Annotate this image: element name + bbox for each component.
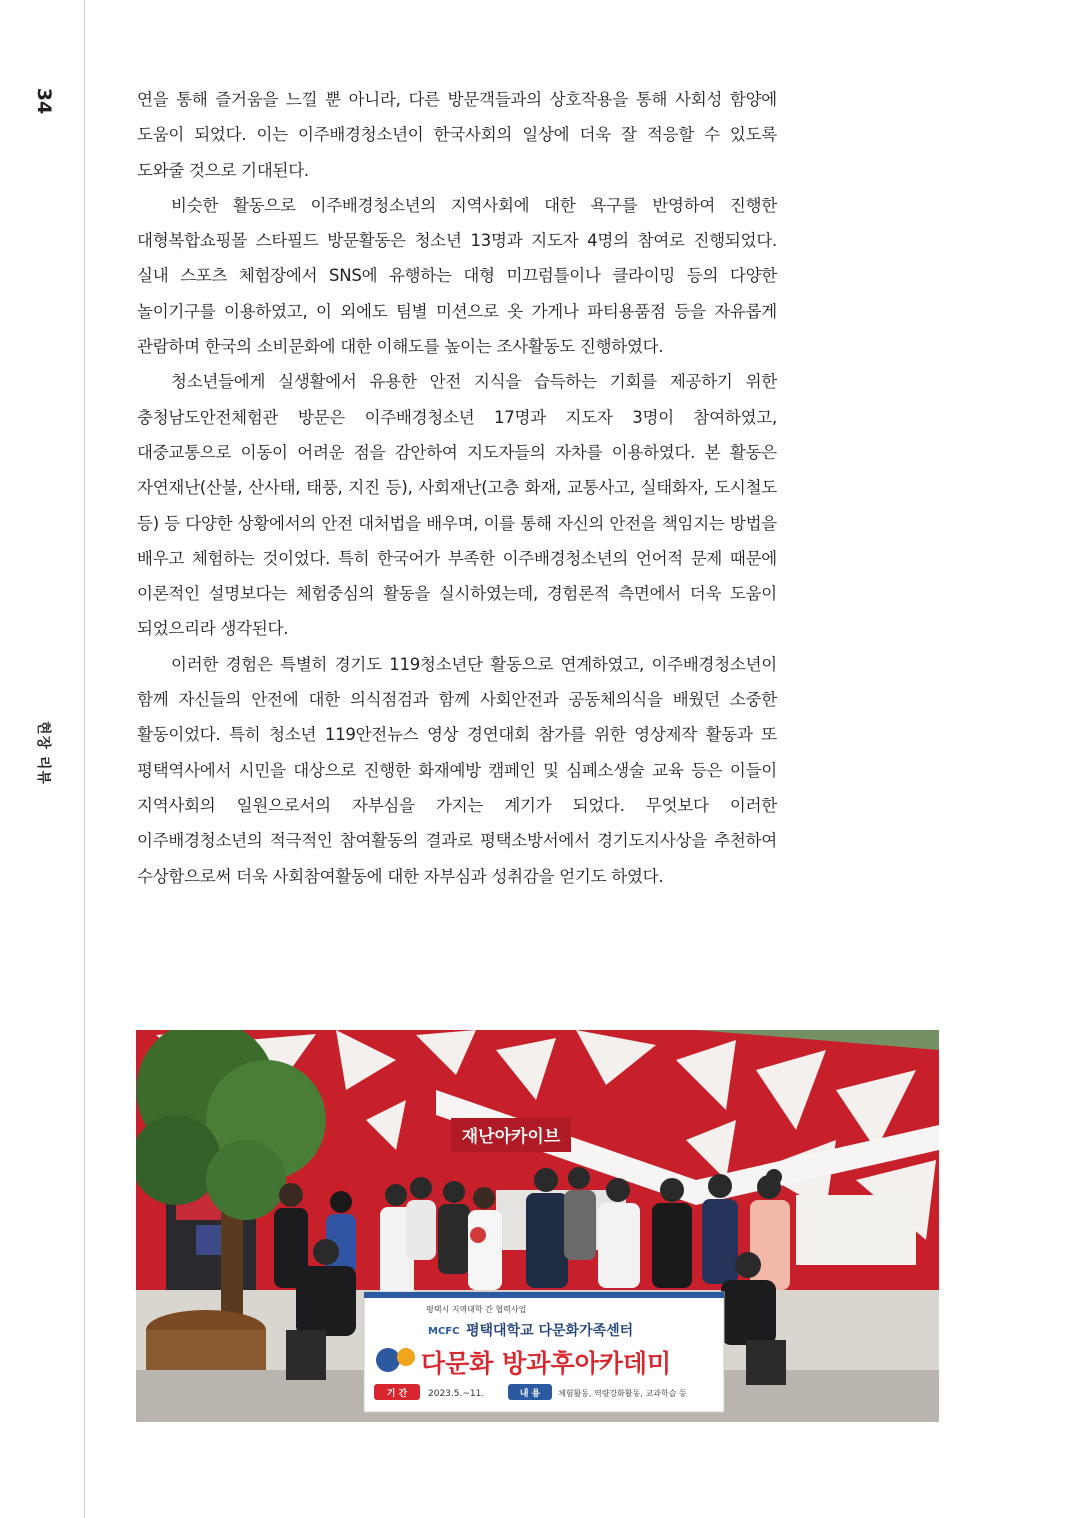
paragraph-1: 연을 통해 즐거움을 느낄 뿐 아니라, 다른 방문객들과의 상호작용을 통해 사회성 함양에 도움이 되었다. 이는 이주배경청소년이 한국사회의 일상에 더욱 잘 적응할 수 있도록 도와줄 것으로 기대된다.: [137, 90, 777, 180]
article-body: [137, 82, 777, 894]
banner-program: 다문화 방과후아카데미: [421, 1349, 672, 1378]
margin-rule: [84, 0, 85, 1518]
banner-center-name: 평택대학교 다문화가족센터: [466, 1323, 634, 1339]
banner-period-label: 기 간: [386, 1389, 408, 1399]
program-banner: [364, 1292, 724, 1412]
paragraph-3: 청소년들에게 실생활에서 유용한 안전 지식을 습득하는 기회를 제공하기 위한 충청남도안전체험관 방문은 이주배경청소년 17명과 지도자 3명이 참여하였고, 대중교통으로 이동이 어려운 점을 감안하여 지도자들의 자차를 이용하였다. 본 활동은 자연재난(산불, 산사태, 태풍, 지진 등), 사회재난(고층 화재, 교통사고, 실태화자, 도시철도 등) 등 다양한 상황에서의 안전 대처법을 배우며, 이를 통해 자신의 안전을 책임지는 방법을 배우고 체험하는 것이었다. 특히 한국어가 부족한 이주배경청소년의 언어적 문제 때문에 이론적인 설명보다는 체험중심의 활동을 실시하였는데, 경험론적 측면에서 더욱 도움이 되었으리라 생각된다.: [137, 372, 777, 639]
banner-content-label: 내 용: [519, 1389, 541, 1399]
group-photo: [136, 1030, 939, 1422]
banner-content-value: 체험활동, 역량강화활동, 교과학습 등: [558, 1389, 687, 1398]
page-number: 34: [33, 87, 55, 115]
banner-period-value: 2023.5.~11.: [428, 1389, 485, 1399]
wall-sign: 재난아카이브: [461, 1127, 561, 1147]
paragraph-4: 이러한 경험은 특별히 경기도 119청소년단 활동으로 연계하였고, 이주배경청소년이 함께 자신들의 안전에 대한 의식점검과 함께 사회안전과 공동체의식을 배웠던 소중한 활동이었다. 특히 청소년 119안전뉴스 영상 경연대회 참가를 위한 영상제작 활동과 또 평택역사에서 시민을 대상으로 진행한 화재예방 캠페인 및 심폐소생술 교육 등은 이들이 지역사회의 일원으로서의 자부심을 가지는 계기가 되었다. 무엇보다 이러한 이주배경청소년의 적극적인 참여활동의 결과로 평택소방서에서 경기도지사상을 추천하여 수상함으로써 더욱 사회참여활동에 대한 자부심과 성취감을 얻기도 하였다.: [137, 654, 777, 886]
banner-logo: MCFC: [428, 1326, 460, 1337]
banner-top-line: 평택시 지역대학 간 협력사업: [426, 1305, 527, 1314]
paragraph-2: 비슷한 활동으로 이주배경청소년의 지역사회에 대한 욕구를 반영하여 진행한 대형복합쇼핑몰 스타필드 방문활동은 청소년 13명과 지도자 4명의 참여로 진행되었다. 실내 스포츠 체험장에서 SNS에 유행하는 대형 미끄럼틀이나 클라이밍 등의 다양한 놀이기구를 이용하였고, 이 외에도 팀별 미션으로 옷 가게나 파티용품점 등을 자유롭게 관람하며 한국의 소비문화에 대한 이해도를 높이는 조사활동도 진행하였다.: [137, 195, 777, 357]
section-label: 현장 리뷰: [35, 721, 51, 785]
